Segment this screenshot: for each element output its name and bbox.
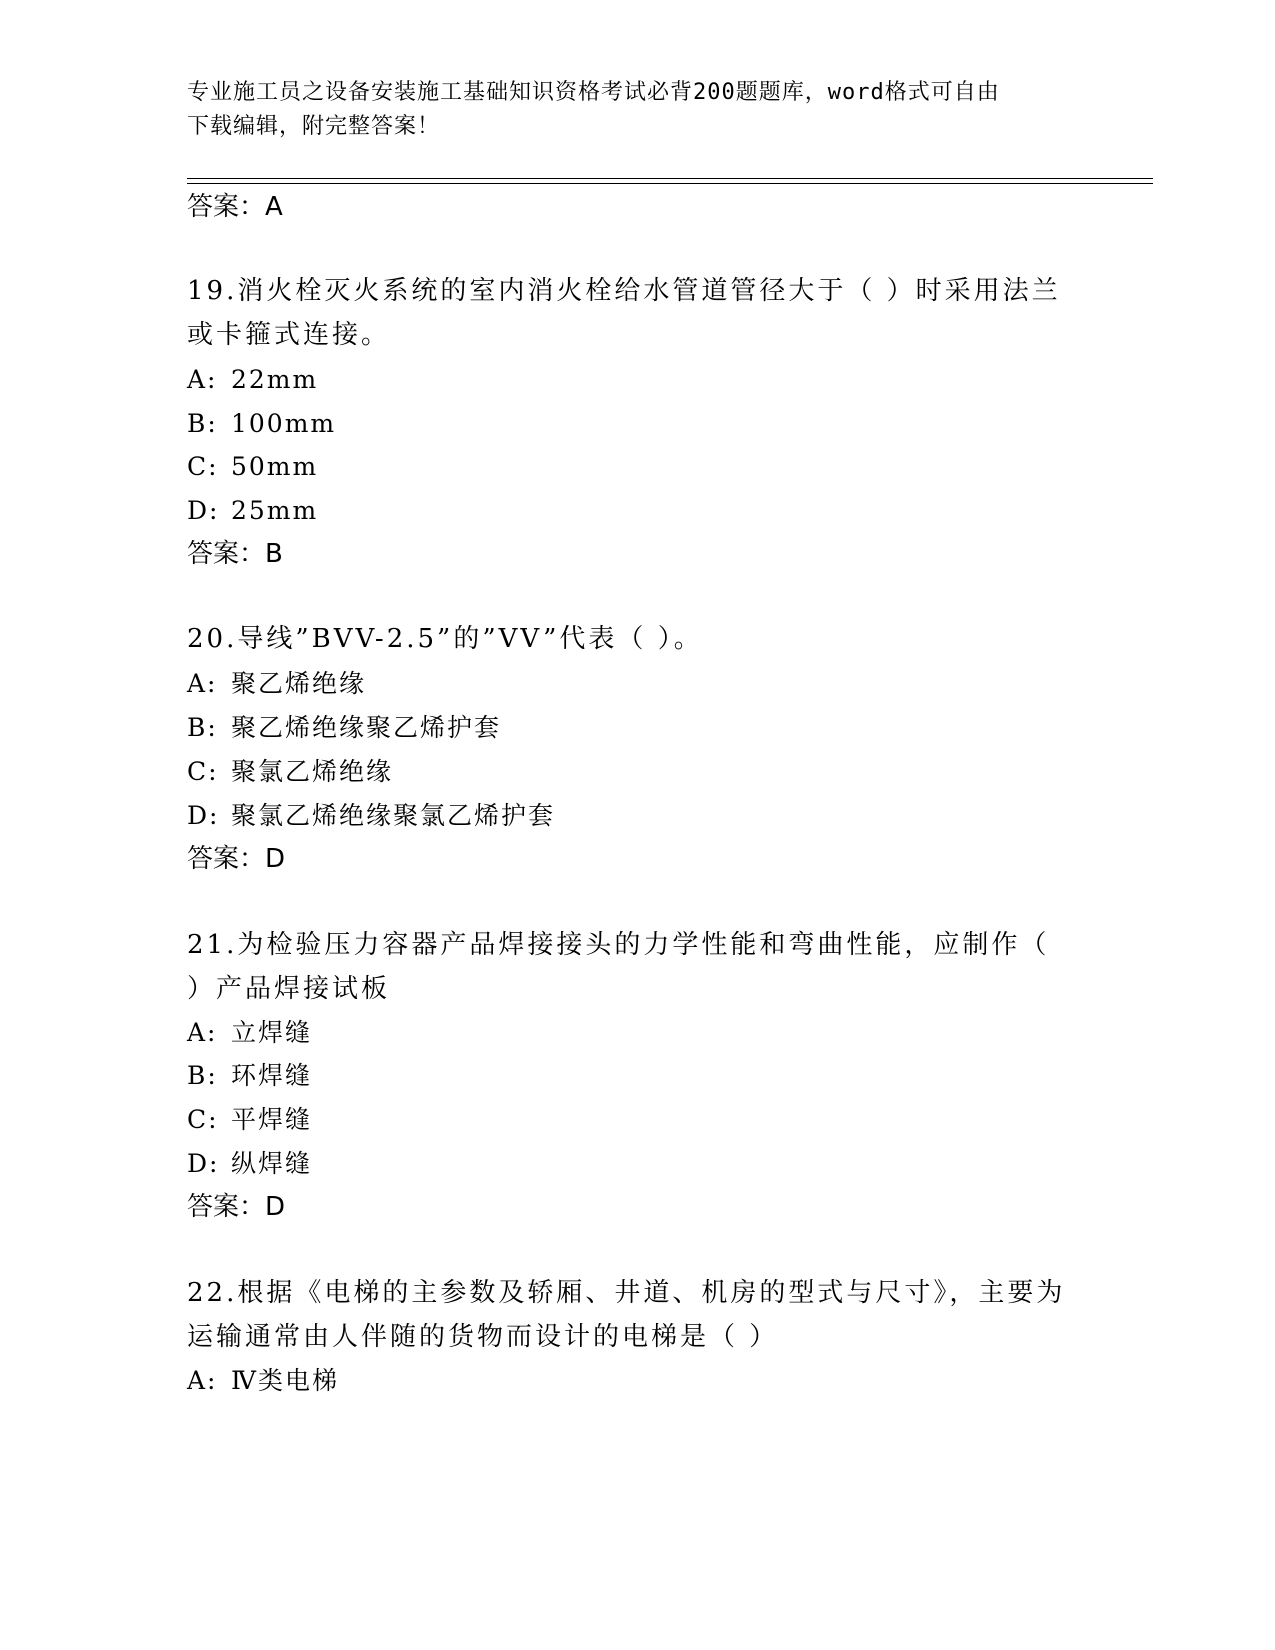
header-line-2: 下载编辑，附完整答案！ [187, 114, 441, 139]
previous-answer: 答案：A [187, 192, 283, 222]
question-text-line: 19.消火栓灭火系统的室内消火栓给水管道管径大于（ ）时采用法兰 [187, 276, 1061, 306]
option-text: 平焊缝 [231, 1105, 313, 1134]
option-a [187, 667, 366, 701]
question-text-line: ）产品焊接试板 [187, 974, 391, 1004]
option-c [187, 755, 393, 789]
header-line-1: 专业施工员之设备安装施工基础知识资格考试必背200题题库，word格式可自由 [187, 80, 1000, 105]
option-label: C: [187, 1105, 219, 1134]
option-label: B: [187, 713, 218, 742]
answer: 答案：D [187, 1192, 286, 1222]
option-text: 聚乙烯绝缘聚乙烯护套 [231, 713, 502, 742]
option-text: 立焊缝 [231, 1018, 313, 1047]
option-a [187, 363, 318, 397]
answer: 答案：B [187, 539, 283, 569]
option-text: 聚乙烯绝缘 [231, 669, 367, 698]
question-text-line: 运输通常由人伴随的货物而设计的电梯是（ ） [187, 1322, 779, 1352]
option-label: A: [187, 1366, 218, 1395]
option-text: 聚氯乙烯绝缘 [231, 757, 394, 786]
option-text: Ⅳ类电梯 [231, 1366, 339, 1395]
option-b [187, 711, 501, 745]
header-rule-bottom [187, 183, 1153, 184]
option-a [187, 1364, 339, 1398]
option-text: 纵焊缝 [231, 1149, 313, 1178]
question-text-line: 20.导线”BVV-2.5”的”VV”代表（ ）。 [187, 624, 703, 654]
option-label: C: [187, 757, 219, 786]
option-text: 25mm [231, 496, 319, 525]
answer: 答案：D [187, 844, 286, 874]
option-label: D: [187, 496, 220, 525]
option-text: 22mm [231, 365, 319, 394]
option-label: B: [187, 1061, 218, 1090]
option-d [187, 494, 318, 528]
option-label: D: [187, 1149, 220, 1178]
option-label: A: [187, 1018, 218, 1047]
option-text: 环焊缝 [231, 1061, 313, 1090]
option-d [187, 799, 555, 833]
option-text: 100mm [231, 409, 337, 438]
option-c [187, 1103, 312, 1137]
option-label: D: [187, 801, 220, 830]
option-text: 50mm [231, 452, 319, 481]
option-text: 聚氯乙烯绝缘聚氯乙烯护套 [231, 801, 556, 830]
option-c [187, 450, 318, 484]
question-text-line: 22.根据《电梯的主参数及轿厢、井道、机房的型式与尺寸》，主要为 [187, 1278, 1066, 1308]
option-label: A: [187, 365, 218, 394]
option-b [187, 1059, 312, 1093]
option-d [187, 1147, 312, 1181]
option-label: C: [187, 452, 219, 481]
document-header [187, 76, 1087, 144]
option-a [187, 1016, 312, 1050]
question-text-line: 或卡箍式连接。 [187, 320, 391, 350]
option-b [187, 407, 336, 441]
option-label: B: [187, 409, 218, 438]
question-text-line: 21.为检验压力容器产品焊接接头的力学性能和弯曲性能，应制作（ [187, 930, 1050, 960]
header-rule-top [187, 178, 1153, 179]
option-label: A: [187, 669, 218, 698]
